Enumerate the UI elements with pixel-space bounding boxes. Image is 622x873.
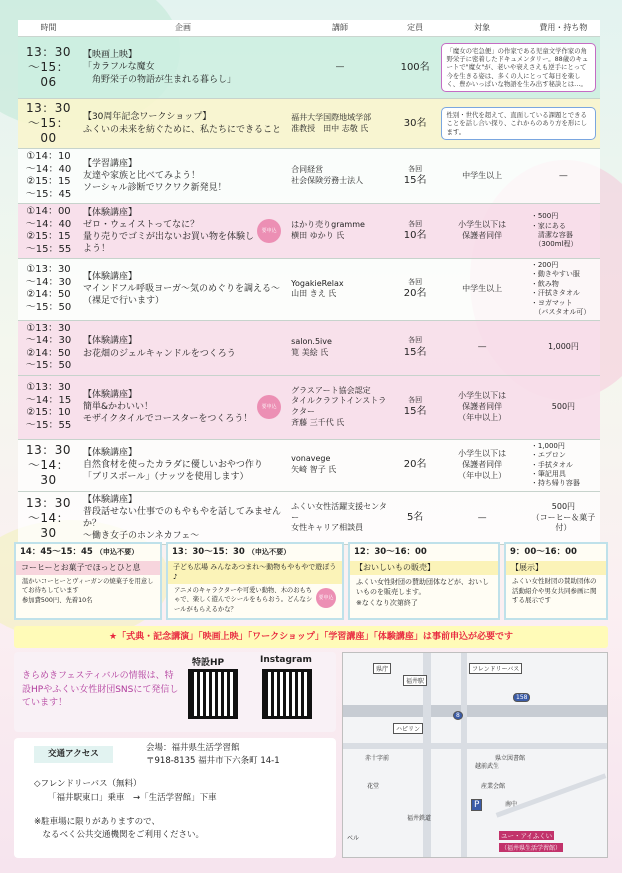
target-cell: 小学生以下は 保護者同伴 （年中以上） <box>437 376 526 440</box>
capacity-each: 各回 <box>408 219 423 228</box>
hp-label: 特設HP <box>192 658 225 668</box>
capacity-each: 各回 <box>408 395 423 404</box>
plan-title: 【体験講座】 <box>82 336 137 347</box>
map-road <box>496 773 607 817</box>
table-row <box>18 440 600 492</box>
plan-body: 普段話せない仕事でのもやもやを話してみませんか？ ～働き女子のホンネカフェ～ <box>82 506 281 542</box>
plan-cell <box>79 440 287 492</box>
speaker-cell: YogakieRelax 山田 きえ 氏 <box>287 259 393 321</box>
time-cell: ①14：00 ～14：40 ②15：15 ～15：55 <box>18 204 79 259</box>
plan-body: ふくいの未来を紡ぐために、私たちにできること <box>82 124 281 135</box>
description-note: 性別・世代を超えて、直面している課題とできることを話し合い探り、これからのあり方を形にします。 <box>441 107 596 140</box>
box-body: ふくい女性財団の賛助団体などが、おいしいものを販売します。 ※なくなり次第終了 <box>356 577 489 607</box>
plan-title: 【学習講座】 <box>82 158 137 169</box>
box-body: アニメのキャラクターや可愛い動物、木のおもちゃで、楽しく遊んでシールをもらおう。どんなシールがもらえるかな？ <box>174 586 313 613</box>
plan-cell <box>79 321 287 376</box>
target-cell: 中学生以上 <box>437 149 526 204</box>
map-label: 赤十字前 <box>365 755 390 762</box>
table-row <box>18 149 600 204</box>
box-time: 9：00～16：00 <box>510 547 577 557</box>
speaker-cell: グラスアート協会認定 タイルクラフトインストラクター 斉藤 三千代 氏 <box>287 376 393 440</box>
plan-cell <box>79 149 287 204</box>
box-time-sub: （申込不要） <box>247 547 291 556</box>
capacity-cell <box>393 492 438 546</box>
target-cell: 小学生以下は 保護者同伴 <box>437 204 526 259</box>
table-row <box>18 99 600 149</box>
map-label: 福井駅 <box>403 675 427 686</box>
time-cell: 13：30 ～14：30 <box>18 492 79 546</box>
parking-note: ※駐車場に限りがありますので、 なるべく公共交通機関をご利用ください。 <box>34 817 205 841</box>
schedule-table <box>18 20 600 545</box>
map-label: ハピリン <box>393 723 423 734</box>
plan-cell <box>79 99 287 149</box>
bus-title: ◇フレンドリーバス（無料） <box>34 779 142 789</box>
address: 〒918-8135 福井市下六条町 14-1 <box>146 756 280 766</box>
sns-section <box>14 652 336 732</box>
box-time-sub: （申込不要） <box>95 547 139 556</box>
plan-body: お花畑のジェルキャンドルをつくろう <box>82 348 236 359</box>
capacity-value: 15名 <box>403 346 427 358</box>
box-time: 13：30～15：30 <box>172 547 245 557</box>
instagram-label: Instagram <box>260 655 312 665</box>
access-title: 交通アクセス <box>34 746 113 763</box>
speaker-cell: salon.5ive 筧 美絵 氏 <box>287 321 393 376</box>
time-cell: 13：30 ～15：00 <box>18 99 79 149</box>
plan-title: 【体験講座】 <box>82 207 137 218</box>
plan-title: 【体験講座】 <box>82 389 137 400</box>
header-speaker: 講師 <box>287 20 393 37</box>
plan-title: 【体験講座】 <box>82 448 137 458</box>
map-label: 福井鉄道 <box>407 815 432 822</box>
table-row <box>18 492 600 546</box>
bus-route: 「福井駅東口」乗車 →「生活学習館」下車 <box>48 793 217 803</box>
header-plan: 企画 <box>79 20 287 37</box>
plan-title: 【体験講座】 <box>82 494 137 505</box>
speaker-cell: はかり売りgramme 横田 ゆかり 氏 <box>287 204 393 259</box>
map-label: ベル <box>347 835 360 842</box>
map-label: 産業会館 <box>481 783 506 790</box>
target-cell: ― <box>437 492 526 546</box>
capacity-value: 15名 <box>403 174 427 186</box>
capacity-value: 5名 <box>406 512 424 524</box>
plan-body: 自然食材を使ったカラダに優しいおやつ作り 「ブリスボール」（ナッツを使用します） <box>82 460 263 483</box>
fee-cell: ・1,000円 ・エプロン ・手拭タオル ・筆記用具 ・持ち帰り容器 <box>527 440 600 492</box>
box-body: ふくい女性財団の賛助団体の活動紹介や男女共同参画に関する展示です <box>512 576 597 605</box>
capacity-cell <box>393 259 438 321</box>
header-fee: 費用・持ち物 <box>527 20 600 37</box>
target-cell: 小学生以下は 保護者同伴 （年中以上） <box>437 440 526 492</box>
box-body: 温かいコーヒーとヴィーガンの焼菓子を用意してお待ちしています 参加費500円、先着10名 <box>22 577 154 604</box>
header-target: 対象 <box>437 20 526 37</box>
speaker-cell: ― <box>287 37 393 99</box>
apply-badge-icon: 要申込 <box>257 219 281 243</box>
plan-cell <box>79 259 287 321</box>
sns-text: きらめきフェスティバルの情報は、特設HPやふくい女性財団SNSにて発信しています！ <box>22 671 179 708</box>
route-158-icon: 158 <box>513 693 530 702</box>
capacity-value: 20名 <box>403 288 427 300</box>
application-notice: ★「式典・記念講演」「映画上映」「ワークショップ」「学習講座」「体験講座」は事前申込が必要です <box>14 626 608 648</box>
apply-badge-icon: 要申込 <box>257 395 281 419</box>
description-note: 「魔女の宅急便」の作家である児童文学作家の角野栄子に密着したドキュメンタリー。88歳のキュートで"魔女"が、老いや衰えさえも逆手にとって今を生きる姿は、多くの人にとって毎日を楽しく、豊かいっぱいな物語を生み出す秘訣とは…。 <box>441 43 596 93</box>
map-road <box>461 653 467 858</box>
plan-cell <box>79 204 287 259</box>
table-row <box>18 204 600 259</box>
capacity-value: 15名 <box>403 406 427 418</box>
map-label: 県立図書館 <box>495 755 526 762</box>
map-label: フレンドリーバス <box>469 663 522 674</box>
plan-cell <box>79 37 287 99</box>
table-row <box>18 259 600 321</box>
speaker-cell: 福井大学国際地域学部 准教授 田中 志敬 氏 <box>287 99 393 149</box>
table-row <box>18 376 600 440</box>
capacity-cell <box>393 37 438 99</box>
map-label: （福井県生活学習館） <box>501 845 562 852</box>
info-box-coffee <box>14 542 162 620</box>
info-box-kids <box>166 542 344 620</box>
box-time: 12：30～16：00 <box>354 547 427 557</box>
fee-cell: 500円 （コーヒー＆菓子付） <box>527 492 600 546</box>
description-cell <box>437 99 600 149</box>
capacity-cell <box>393 321 438 376</box>
box-heading: コーヒーとお菓子でほっとひと息 <box>16 561 160 575</box>
map-road <box>343 743 608 749</box>
capacity-cell <box>393 204 438 259</box>
plan-cell <box>79 376 287 440</box>
route-8-icon: 8 <box>453 711 463 720</box>
speaker-cell: 合同経営 社会保険労務士法人 <box>287 149 393 204</box>
time-cell: ①14：10 ～14：40 ②15：15 ～15：45 <box>18 149 79 204</box>
fee-cell: ― <box>527 149 600 204</box>
fee-cell: ・500円 ・家にある 清潔な容器 （300ml程） <box>527 204 600 259</box>
capacity-cell <box>393 376 438 440</box>
capacity-value: 100名 <box>400 61 430 73</box>
parking-icon: P <box>471 799 482 811</box>
capacity-cell <box>393 149 438 204</box>
plan-body: ゼロ・ウェイストってなに？ 量り売りでゴミが出ないお買い物を体験しよう！ <box>82 219 254 255</box>
fee-cell: ・200円 ・動きやすい服 ・飲み物 ・汗拭きタオル ・ヨガマット （バスタオル可） <box>527 259 600 321</box>
table-header-row <box>18 20 600 37</box>
description-cell <box>437 37 600 99</box>
plan-body: マインドフル呼吸ヨーガ～気のめぐりを調える～ （裸足で行います） <box>82 284 280 307</box>
target-cell: 中学生以上 <box>437 259 526 321</box>
plan-body: 友達や家族と比べてみよう！ ソーシャル診断でワクワク新発見！ <box>82 170 227 194</box>
capacity-each: 各回 <box>408 336 423 345</box>
hp-qr-code[interactable] <box>188 669 238 719</box>
capacity-value: 20名 <box>403 459 427 471</box>
map-label: ユー・アイふくい <box>501 832 553 840</box>
capacity-value: 10名 <box>403 229 427 241</box>
capacity-each: 各回 <box>408 164 423 173</box>
instagram-qr-code[interactable] <box>262 669 312 719</box>
box-heading: 子ども広場 みんなあつまれ～動物もやもやで遊ぼう♪ <box>168 561 342 584</box>
map-label: 越前武生 <box>475 763 500 770</box>
capacity-cell <box>393 440 438 492</box>
time-cell: 13：30 ～15：06 <box>18 37 79 99</box>
header-capacity: 定員 <box>393 20 438 37</box>
box-time: 14：45～15：45 <box>20 547 93 557</box>
table-row <box>18 321 600 376</box>
access-map <box>342 652 608 858</box>
time-cell: ①13：30 ～14：15 ②15：10 ～15：55 <box>18 376 79 440</box>
speaker-cell: ふくい女性活躍支援センター 女性キャリア相談員 <box>287 492 393 546</box>
venue: 会場：福井県生活学習館 <box>146 743 240 753</box>
capacity-each: 各回 <box>408 277 423 286</box>
access-section <box>14 738 336 858</box>
time-cell: 13：30 ～14：30 <box>18 440 79 492</box>
map-label: 南中 <box>505 801 518 808</box>
plan-body: 「カラフルな魔女 角野栄子の物語が生まれる暮らし」 <box>82 62 236 85</box>
target-cell: ― <box>437 321 526 376</box>
time-cell: ①13：30 ～14：30 ②14：50 ～15：50 <box>18 321 79 376</box>
map-label: 県庁 <box>373 663 391 674</box>
box-heading: 【おいしいもの販売】 <box>350 561 498 575</box>
fee-cell: 1,000円 <box>527 321 600 376</box>
speaker-cell: vonavege 矢崎 智子 氏 <box>287 440 393 492</box>
apply-badge-icon: 要申込 <box>316 588 336 608</box>
header-time: 時間 <box>18 20 79 37</box>
fee-cell: 500円 <box>527 376 600 440</box>
map-river <box>343 705 608 717</box>
plan-title: 【30周年記念ワークショップ】 <box>82 112 212 123</box>
plan-title: 【体験講座】 <box>82 272 137 283</box>
time-cell: ①13：30 ～14：30 ②14：50 ～15：50 <box>18 259 79 321</box>
map-label: 花堂 <box>367 783 380 790</box>
box-heading: 【展示】 <box>506 561 606 575</box>
plan-title: 【映画上映】 <box>82 50 137 61</box>
plan-body: 簡単&かわいい！ モザイクタイルでコースターをつくろう！ <box>82 402 253 425</box>
plan-cell <box>79 492 287 546</box>
capacity-cell <box>393 99 438 149</box>
capacity-value: 30名 <box>403 117 427 129</box>
info-box-food <box>348 542 500 620</box>
table-row <box>18 37 600 99</box>
info-box-exhibit <box>504 542 608 620</box>
